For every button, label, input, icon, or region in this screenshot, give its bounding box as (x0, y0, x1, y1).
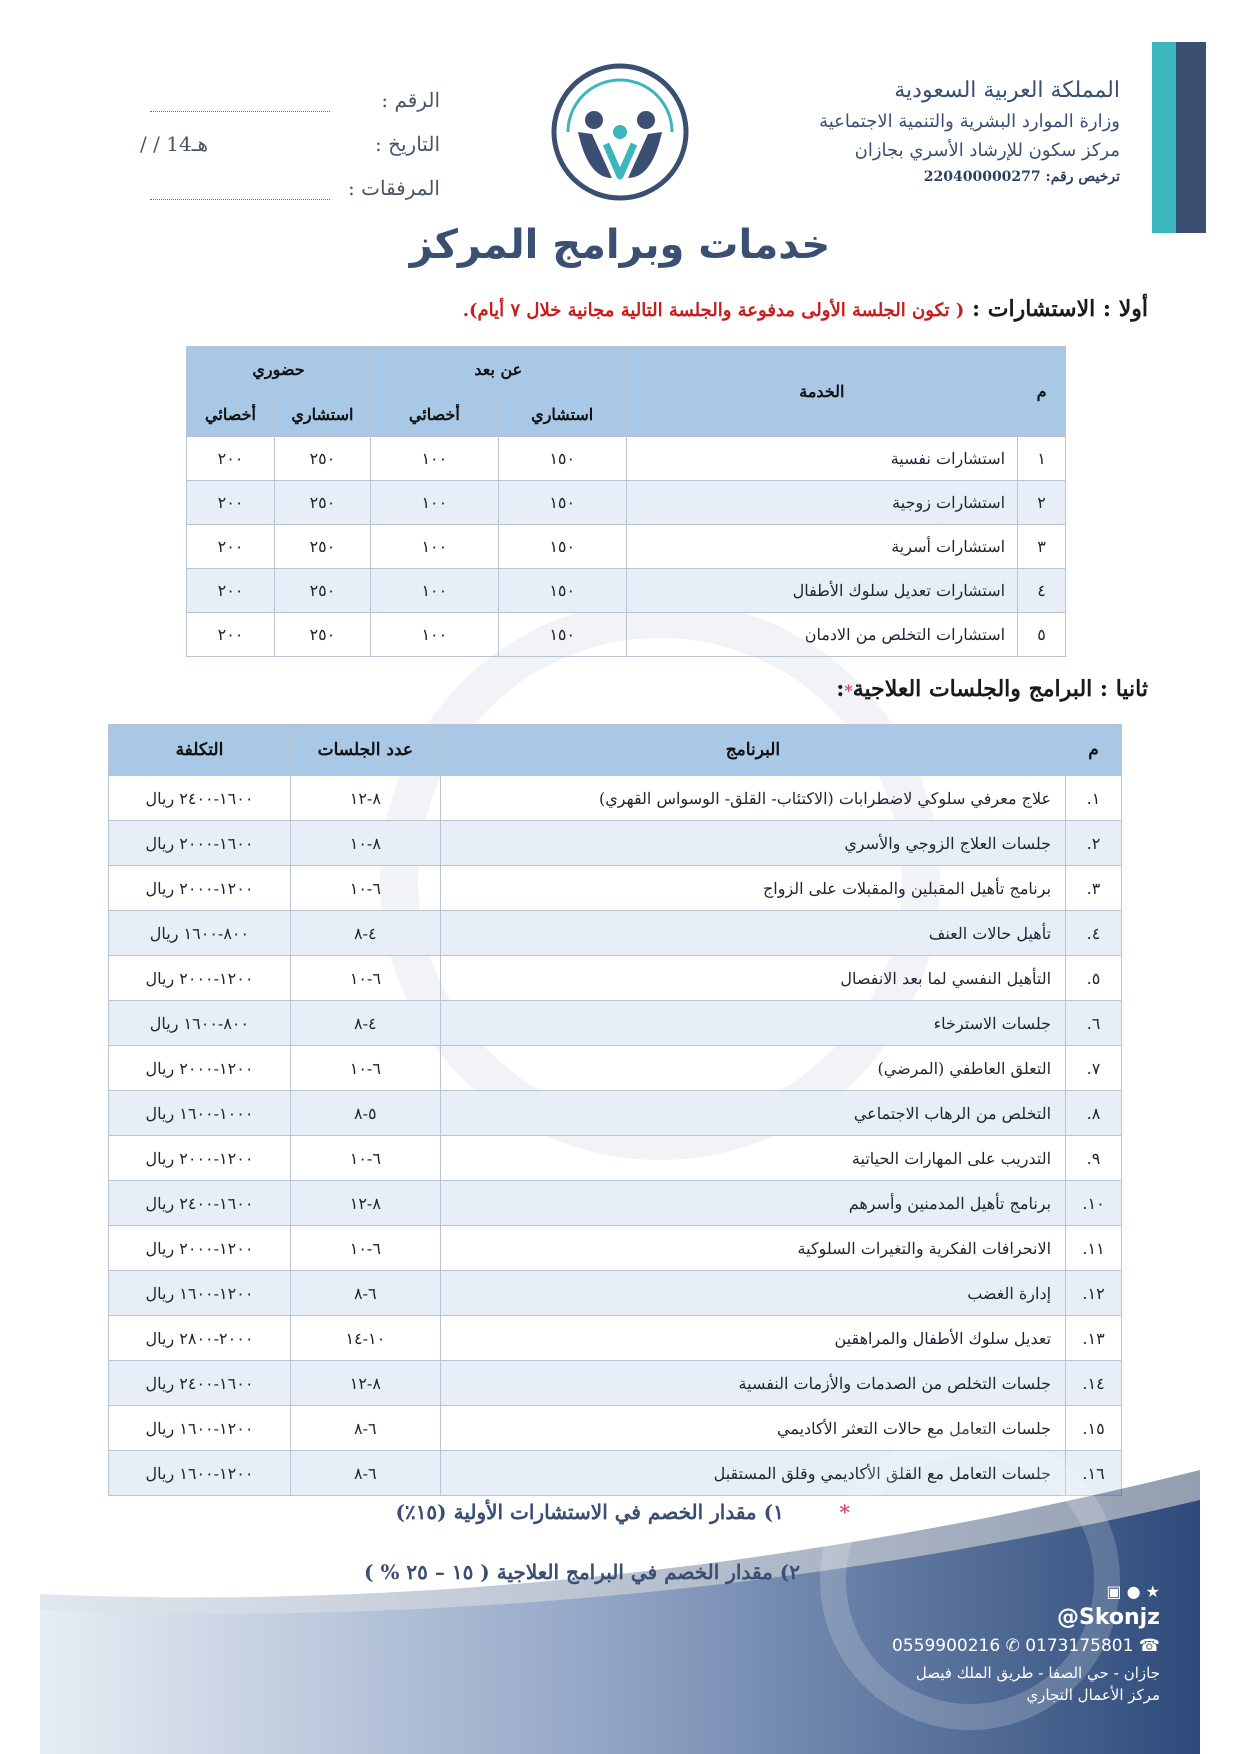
discount-star: * (839, 1500, 850, 1524)
meta-number-row (140, 78, 440, 122)
col-header-remote: عن بعد (370, 347, 626, 392)
row-cost: ١٢٠٠-٢٠٠٠ ريال (109, 956, 291, 1001)
row-number: ٦. (1066, 1001, 1122, 1046)
consultations-table (186, 346, 1066, 657)
table-row (109, 776, 1122, 821)
row-sessions: ٦-١٠ (290, 866, 440, 911)
row-number: ١٥. (1066, 1406, 1122, 1451)
section1-heading-text: أولا : الاستشارات : (971, 296, 1148, 322)
row-cost: ١٢٠٠-٢٠٠٠ ريال (109, 1046, 291, 1091)
row-service: استشارات زوجية (626, 481, 1017, 525)
table-row (109, 1271, 1122, 1316)
row-inperson-consultant: ٢٥٠ (274, 437, 370, 481)
meta-number-label: الرقم : (381, 88, 440, 112)
meta-attachments-label: المرفقات : (348, 176, 440, 200)
table-row (109, 866, 1122, 911)
row-inperson-specialist: ٢٠٠ (187, 613, 275, 657)
col-header-inperson-specialist: أخصائي (187, 392, 275, 437)
row-remote-specialist: ١٠٠ (370, 437, 498, 481)
row-program: التدريب على المهارات الحياتية (440, 1136, 1065, 1181)
phone-icon: ☎ (1138, 1636, 1160, 1656)
meta-attachments-field (150, 177, 330, 200)
phone-1[interactable]: 0559900216 (892, 1636, 1001, 1656)
row-program: برنامج تأهيل المقبلين والمقبلات على الزواج (440, 866, 1065, 911)
social-handle[interactable]: @Skonjz (1056, 1605, 1160, 1630)
row-program: علاج معرفي سلوكي لاضطرابات (الاكتئاب- القلق- الوسواس القهري) (440, 776, 1065, 821)
decorative-stripe-teal (1152, 42, 1176, 233)
decorative-stripe-navy (1176, 42, 1206, 233)
table-row (109, 1046, 1122, 1091)
address-line-2: مركز الأعمال التجاري (1026, 1686, 1160, 1704)
org-ministry: وزارة الموارد البشرية والتنمية الاجتماعية (819, 111, 1120, 132)
row-sessions: ٦-٨ (290, 1451, 440, 1496)
meta-date-row (140, 122, 440, 166)
instagram-icon[interactable]: ▣ (1106, 1582, 1122, 1601)
table-row (109, 1091, 1122, 1136)
twitter-icon[interactable]: ★ (1145, 1582, 1160, 1601)
row-number: ٥. (1066, 956, 1122, 1001)
row-program: التعلق العاطفي (المرضي) (440, 1046, 1065, 1091)
row-number: ٣. (1066, 866, 1122, 911)
col-header-service: الخدمة (626, 347, 1017, 437)
row-remote-consultant: ١٥٠ (498, 613, 626, 657)
row-inperson-specialist: ٢٠٠ (187, 437, 275, 481)
col-header-remote-consultant: استشاري (498, 392, 626, 437)
row-service: استشارات نفسية (626, 437, 1017, 481)
row-number: ١ (1018, 437, 1066, 481)
row-program: إدارة الغضب (440, 1271, 1065, 1316)
row-cost: ١٦٠٠-٢٤٠٠ ريال (109, 1361, 291, 1406)
section2-heading-text: ثانيا : البرامج والجلسات العلاجية (852, 676, 1148, 702)
table-row (109, 1361, 1122, 1406)
phone-2[interactable]: 0173175801 (1025, 1636, 1134, 1656)
row-program: التخلص من الرهاب الاجتماعي (440, 1091, 1065, 1136)
row-program: برنامج تأهيل المدمنين وأسرهم (440, 1181, 1065, 1226)
row-inperson-specialist: ٢٠٠ (187, 481, 275, 525)
row-sessions: ٦-١٠ (290, 1046, 440, 1091)
row-number: ٧. (1066, 1046, 1122, 1091)
row-cost: ١٦٠٠-٢٤٠٠ ريال (109, 776, 291, 821)
meta-number-field (150, 89, 330, 112)
row-sessions: ٨-١٠ (290, 821, 440, 866)
meta-attachments-row (140, 166, 440, 210)
row-number: ١٤. (1066, 1361, 1122, 1406)
row-sessions: ٨-١٢ (290, 1181, 440, 1226)
whatsapp-icon: ✆ (1005, 1636, 1020, 1656)
row-cost: ٨٠٠-١٦٠٠ ريال (109, 1001, 291, 1046)
meta-date-value: / / 14هـ (140, 132, 209, 156)
table-row (109, 1181, 1122, 1226)
org-country: المملكة العربية السعودية (894, 78, 1120, 103)
row-sessions: ٦-١٠ (290, 1226, 440, 1271)
table-row (109, 1001, 1122, 1046)
row-cost: ١٦٠٠-٢٠٠٠ ريال (109, 821, 291, 866)
section2-heading (836, 676, 1148, 702)
snapchat-icon[interactable]: ● (1126, 1582, 1141, 1601)
row-sessions: ٨-١٢ (290, 1361, 440, 1406)
row-number: ٥ (1018, 613, 1066, 657)
row-service: استشارات التخلص من الادمان (626, 613, 1017, 657)
section1-note: ( تكون الجلسة الأولى مدفوعة والجلسة التالية مجانية خلال ٧ أيام). (462, 300, 965, 321)
row-program: تعديل سلوك الأطفال والمراهقين (440, 1316, 1065, 1361)
section1-heading (463, 296, 1148, 322)
row-sessions: ٤-٨ (290, 1001, 440, 1046)
table-row (187, 613, 1066, 657)
table-row (187, 525, 1066, 569)
programs-table (108, 724, 1122, 1496)
row-number: ١٦. (1066, 1451, 1122, 1496)
row-remote-specialist: ١٠٠ (370, 525, 498, 569)
table-row (109, 821, 1122, 866)
row-program: جلسات التعامل مع حالات التعثر الأكاديمي (440, 1406, 1065, 1451)
col-header-sessions: عدد الجلسات (290, 725, 440, 776)
row-sessions: ٤-٨ (290, 911, 440, 956)
social-icons (892, 1582, 1160, 1601)
row-remote-consultant: ١٥٠ (498, 525, 626, 569)
row-program: جلسات التخلص من الصدمات والأزمات النفسية (440, 1361, 1065, 1406)
row-number: ٨. (1066, 1091, 1122, 1136)
col-header-number: م (1066, 725, 1122, 776)
col-header-inperson: حضوري (187, 347, 371, 392)
row-cost: ١٢٠٠-٢٠٠٠ ريال (109, 1136, 291, 1181)
row-number: ٩. (1066, 1136, 1122, 1181)
row-inperson-consultant: ٢٥٠ (274, 481, 370, 525)
row-number: ٤. (1066, 911, 1122, 956)
table-row (109, 911, 1122, 956)
table-row (109, 956, 1122, 1001)
row-cost: ١٢٠٠-٢٠٠٠ ريال (109, 1226, 291, 1271)
org-license: ترخيص رقم: 220400000277 (923, 169, 1120, 185)
row-remote-specialist: ١٠٠ (370, 569, 498, 613)
row-program: جلسات التعامل مع القلق الأكاديمي وقلق المستقبل (440, 1451, 1065, 1496)
table-row (187, 437, 1066, 481)
col-header-remote-specialist: أخصائي (370, 392, 498, 437)
row-inperson-consultant: ٢٥٠ (274, 569, 370, 613)
row-sessions: ٦-١٠ (290, 1136, 440, 1181)
row-cost: ١٢٠٠-١٦٠٠ ريال (109, 1406, 291, 1451)
row-remote-specialist: ١٠٠ (370, 481, 498, 525)
row-cost: ١٢٠٠-١٦٠٠ ريال (109, 1451, 291, 1496)
row-remote-consultant: ١٥٠ (498, 569, 626, 613)
col-header-cost: التكلفة (109, 725, 291, 776)
row-cost: ١٢٠٠-٢٠٠٠ ريال (109, 866, 291, 911)
row-number: ١. (1066, 776, 1122, 821)
discount-line-2: ٢) مقدار الخصم في البرامج العلاجية ( ١٥ – ٢٥ % ) (364, 1560, 800, 1584)
row-program: جلسات الاسترخاء (440, 1001, 1065, 1046)
table-row (109, 1136, 1122, 1181)
discount-line-1 (395, 1500, 850, 1524)
row-inperson-specialist: ٢٠٠ (187, 525, 275, 569)
section2-colon: : (836, 676, 845, 702)
col-header-inperson-consultant: استشاري (274, 392, 370, 437)
row-program: جلسات العلاج الزوجي والأسري (440, 821, 1065, 866)
row-sessions: ٦-٨ (290, 1406, 440, 1451)
row-remote-specialist: ١٠٠ (370, 613, 498, 657)
discount-consultations: ١) مقدار الخصم في الاستشارات الأولية (١٥٪) (395, 1500, 784, 1524)
organization-block (819, 78, 1120, 185)
row-remote-consultant: ١٥٠ (498, 481, 626, 525)
row-number: ٢ (1018, 481, 1066, 525)
row-service: استشارات تعديل سلوك الأطفال (626, 569, 1017, 613)
row-sessions: ٥-٨ (290, 1091, 440, 1136)
row-number: ٢. (1066, 821, 1122, 866)
contact-block (892, 1582, 1160, 1708)
row-number: ١٠. (1066, 1181, 1122, 1226)
col-header-program: البرنامج (440, 725, 1065, 776)
row-cost: ١٦٠٠-٢٤٠٠ ريال (109, 1181, 291, 1226)
row-program: الانحرافات الفكرية والتغيرات السلوكية (440, 1226, 1065, 1271)
org-center: مركز سكون للإرشاد الأسري بجازان (854, 140, 1120, 161)
section2-star: * (844, 681, 853, 700)
row-number: ٣ (1018, 525, 1066, 569)
document-meta (140, 78, 440, 210)
row-number: ٤ (1018, 569, 1066, 613)
row-cost: ٨٠٠-١٦٠٠ ريال (109, 911, 291, 956)
row-sessions: ٦-٨ (290, 1271, 440, 1316)
row-inperson-consultant: ٢٥٠ (274, 525, 370, 569)
row-sessions: ١٠-١٤ (290, 1316, 440, 1361)
phone-numbers (892, 1636, 1160, 1656)
col-header-number: م (1018, 347, 1066, 437)
center-logo-icon (548, 60, 693, 205)
row-sessions: ٨-١٢ (290, 776, 440, 821)
row-cost: ١٠٠٠-١٦٠٠ ريال (109, 1091, 291, 1136)
page-title: خدمات وبرامج المركز (409, 222, 831, 268)
row-inperson-specialist: ٢٠٠ (187, 569, 275, 613)
table-row (187, 569, 1066, 613)
row-cost: ١٢٠٠-١٦٠٠ ريال (109, 1271, 291, 1316)
row-number: ١١. (1066, 1226, 1122, 1271)
address-line-1: جازان - حي الصفا - طريق الملك فيصل (915, 1664, 1160, 1682)
row-program: تأهيل حالات العنف (440, 911, 1065, 956)
row-inperson-consultant: ٢٥٠ (274, 613, 370, 657)
table-row (187, 481, 1066, 525)
row-remote-consultant: ١٥٠ (498, 437, 626, 481)
row-cost: ٢٠٠٠-٢٨٠٠ ريال (109, 1316, 291, 1361)
row-program: التأهيل النفسي لما بعد الانفصال (440, 956, 1065, 1001)
table-row (109, 1226, 1122, 1271)
row-service: استشارات أسرية (626, 525, 1017, 569)
table-row (109, 1316, 1122, 1361)
row-number: ١٣. (1066, 1316, 1122, 1361)
row-number: ١٢. (1066, 1271, 1122, 1316)
meta-date-label: التاريخ : (374, 132, 440, 156)
row-sessions: ٦-١٠ (290, 956, 440, 1001)
